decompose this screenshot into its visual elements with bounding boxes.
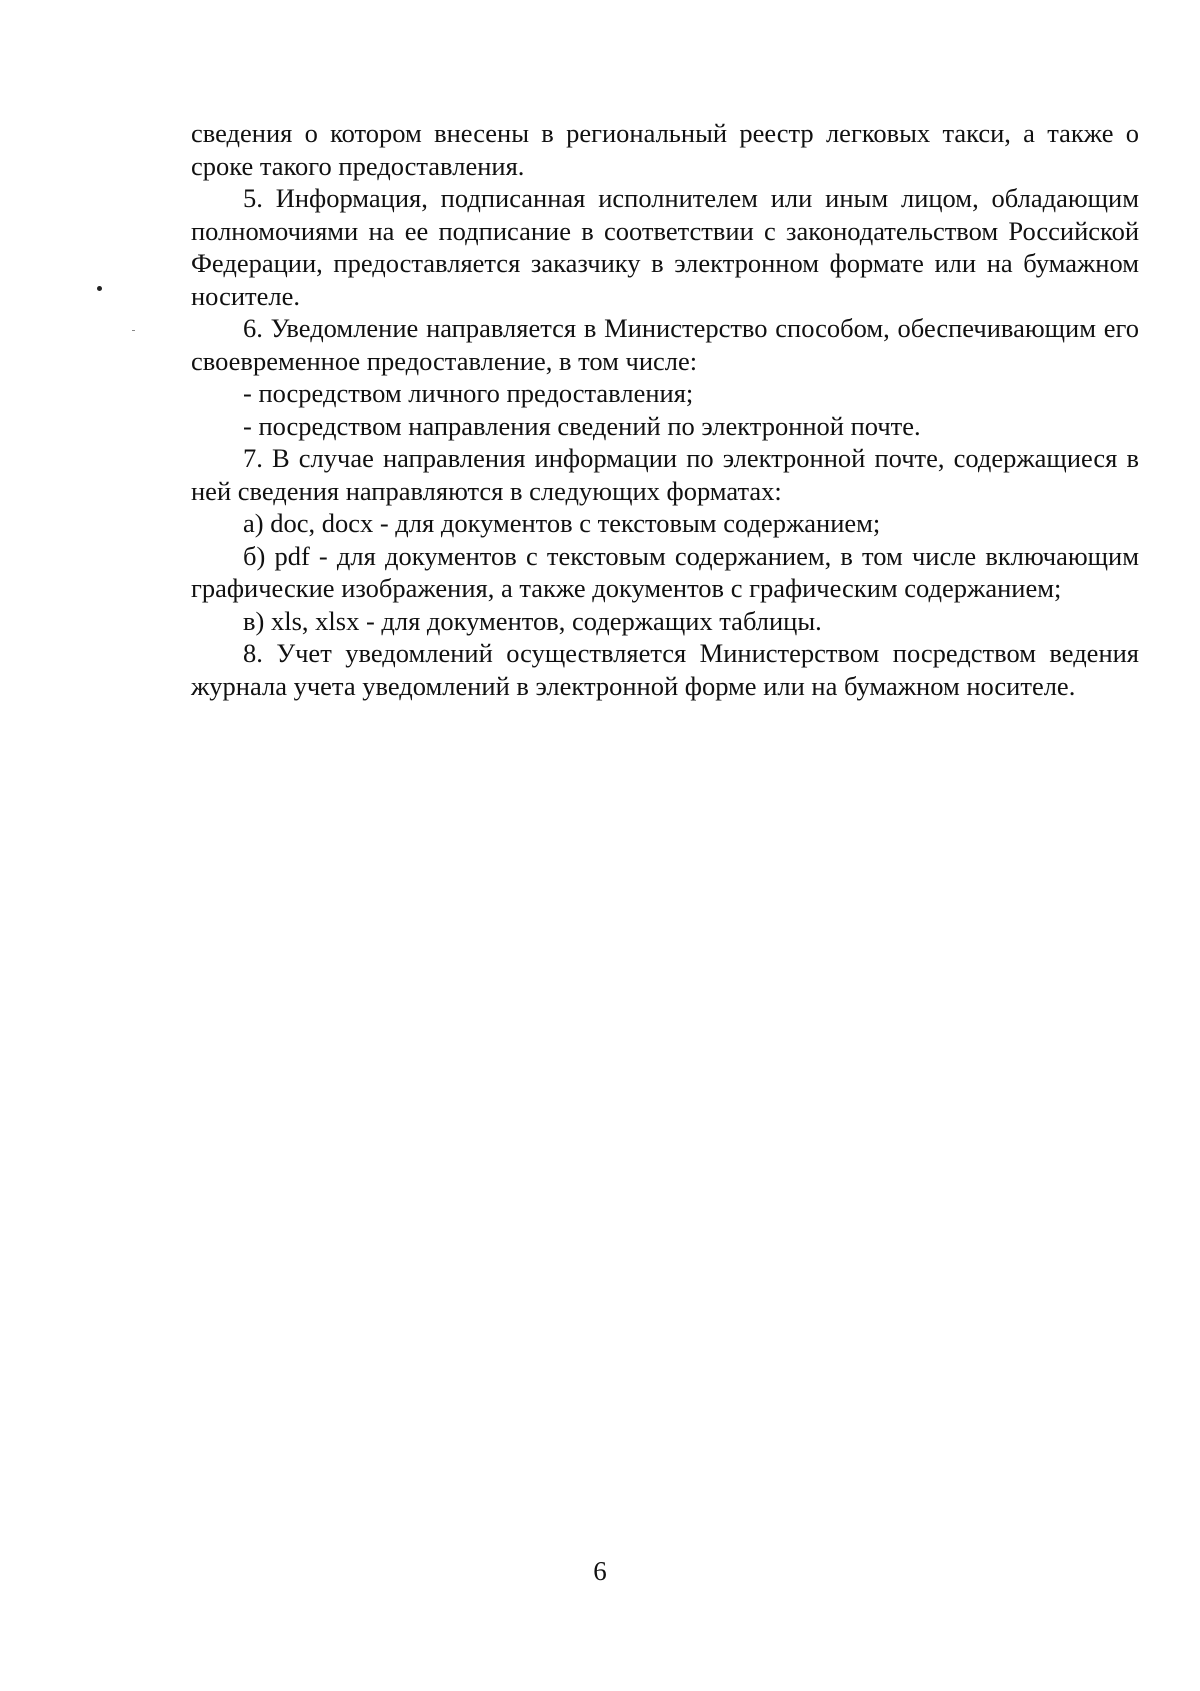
paragraph-item-7: 7. В случае направления информации по электронной почте, содержащиеся в ней сведения направляются в следующих форматах:: [191, 443, 1139, 506]
document-body: [191, 117, 1139, 702]
paragraph-continuation: сведения о котором внесены в региональный реестр легковых такси, а также о сроке такого предоставления.: [191, 118, 1139, 181]
list-item-format-b: б) pdf - для документов с текстовым содержанием, в том числе включающим графические изображения, а также документов с графическим содержанием;: [191, 540, 1139, 603]
paragraph-item-8: 8. Учет уведомлений осуществляется Министерством посредством ведения журнала учета уведомлений в электронной форме или на бумажном носителе.: [191, 638, 1139, 701]
list-item-format-v: в) xls, xlsx - для документов, содержащих таблицы.: [243, 605, 822, 636]
list-item-format-a: а) doc, docx - для документов с текстовым содержанием;: [243, 508, 881, 538]
list-item-email-delivery: - посредством направления сведений по электронной почте.: [243, 410, 921, 441]
paragraph-item-6: 6. Уведомление направляется в Министерство способом, обеспечивающим его своевременное предоставление, в том числе:: [191, 313, 1139, 376]
scan-artifact-mark: [132, 330, 135, 331]
scan-artifact-dot: [97, 286, 102, 291]
page-number: 6: [593, 1556, 607, 1586]
list-item-personal-delivery: - посредством личного предоставления;: [243, 378, 694, 408]
paragraph-item-5: 5. Информация, подписанная исполнителем или иным лицом, обладающим полномочиями на ее подписание в соответствии с законодательством Российской Федерации, предоставляется заказчику в электронном формате или на бумажном носителе.: [191, 183, 1139, 311]
